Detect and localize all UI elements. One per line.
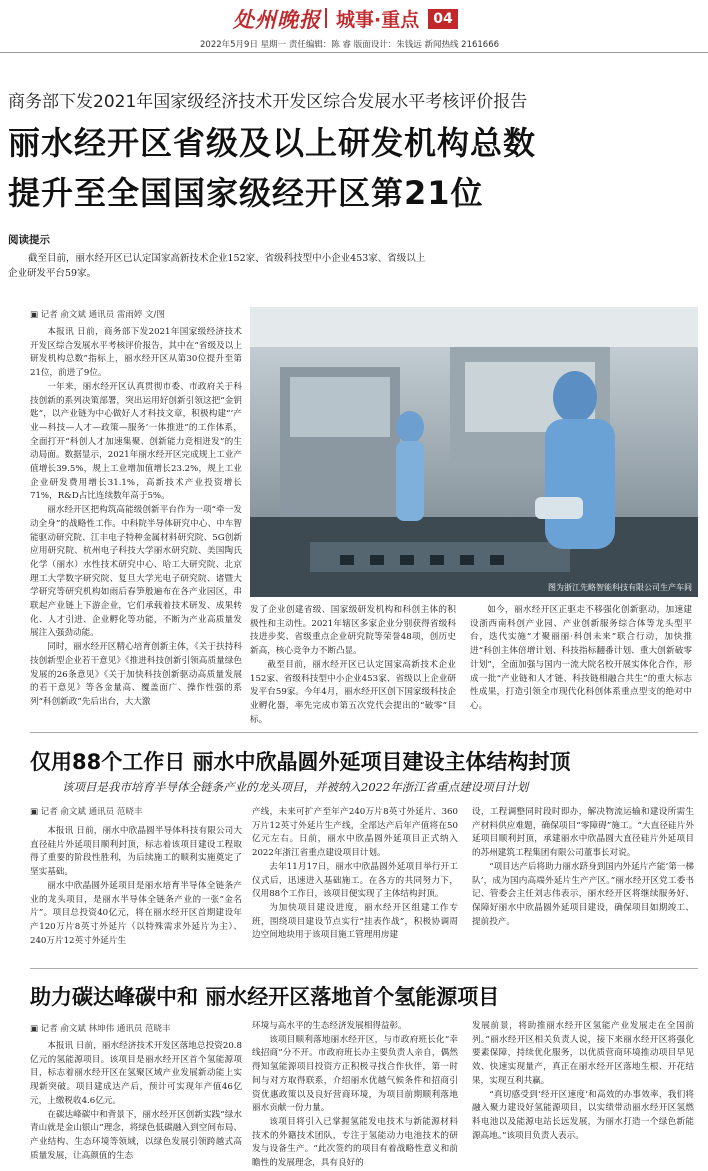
story3-headline: 助力碳达峰碳中和 丽水经开区落地首个氢能源项目 xyxy=(30,985,500,1009)
lead-byline-text: 记者 俞文斌 通讯员 雷雨婷 文/图 xyxy=(40,310,165,320)
story2-paragraph: “项目达产后将助力丽水跻身到国内外延片产能‘第一梯队’，成为国内高端外延片生产产区。”丽水经开区党工委书记、管委会主任刘志伟表示，丽水经开区将继续服务好、保障好丽水中欣晶圆外延项目建设，确保项目如期竣工、提前投产。 xyxy=(472,861,694,927)
masthead-divider xyxy=(325,8,327,28)
reading-tip-label: 阅读提示 xyxy=(8,234,50,246)
lead-headline-line2: 提升至全国国家级经开区第21位 xyxy=(8,174,484,212)
story2-paragraph: 本报讯 日前，丽水中欣晶圆半导体科技有限公司大直径硅片外延项目顺利封顶，标志着该项目建设工程取得了重要的阶段性胜利，为后续施工的顺利实施奠定了坚实基础。 xyxy=(30,826,242,878)
story2-paragraph: 为加快项目建设进度，丽水经开区组建工作专班，围绕项目建设节点实行“挂表作战”，积极协调周边空间地块用于该项目施工管理用房建 xyxy=(252,902,458,941)
page-number-badge: 04 xyxy=(428,9,458,29)
lead-column-1 xyxy=(30,326,242,728)
story2-paragraph: 去年11月17日，丽水中欣晶圆外延项目举行开工仪式后，迅速进入基础施工。在各方的共同努力下，仅用88个工作日，该项目便实现了主体结构封顶。 xyxy=(252,861,458,900)
story3-paragraph: 环境与高水平的生态经济发展相得益彰。 xyxy=(252,1021,407,1031)
lead-paragraph: 截至目前，丽水经开区已认定国家高新技术企业152家、省级科技型中小企业453家、省级以上企业研发平台59家。今年4月，丽水经开区创下国家级科技企业孵化器，率先完成市第五次党代会提出的“破零”目标。 xyxy=(250,659,456,725)
lead-paragraph: 如今，丽水经开区正驱走不移强化创新驱动，加速建设浙西南科创产业园、产业创新服务综合体等龙头型平台，迭代实施“才聚丽丽·科创未来”联合行动，加快推进“科创主体倍增计划、科技指标翻番计划、重大创新破零计划”，全面加强与国内一流大院名校开展实体化合作，形成一批“产业链和人才链、科技链相融合共生”的重大标志性成果，打造引领全市现代化科创体系重点型支的绝对中心。 xyxy=(470,605,692,711)
photo-caption: 图为浙江先略智能科技有限公司生产车间 xyxy=(548,583,692,592)
story2-paragraph: 丽水中欣晶圆外延项目是丽水培育半导体全链条产业的龙头项目，是丽水半导体全链条产业的一张“金名片”。项目总投资40亿元，将在丽水经开区首期建设年产120万片8英寸外延片（以特殊需求外延片为主）、240万片12英寸外延片生 xyxy=(30,880,242,946)
story3-column-2 xyxy=(252,1020,458,1169)
story2-paragraph: 产线，未来可扩产至年产240万片8英寸外延片、360万片12英寸外延片生产线，全部达产后年产值将在50亿元左右。日前，丽水中欣晶圆外延项目正式纳入2022年浙江省重点建设项目计划。 xyxy=(252,807,458,859)
masthead-rule xyxy=(0,52,708,53)
masthead xyxy=(0,0,708,34)
lead-paragraph: 本报讯 日前，商务部下发2021年国家级经济技术开发区综合发展水平考核评价报告，其中在“省级及以上研发机构总数”指标上，丽水经开区从第30位提升至第21位，前进了9位。 xyxy=(30,327,242,379)
story2-headline: 仅用88个工作日 丽水中欣晶圆外延项目建设主体结构封顶 xyxy=(30,750,571,774)
masthead-info-line: 2022年5月9日 星期一 责任编辑：陈 睿 版面设计：朱钱远 新闻热线 2161666 xyxy=(200,40,500,50)
lead-column-3 xyxy=(470,604,692,724)
story2-byline: ▣ 记者 俞文斌 通讯员 范晓丰 xyxy=(30,807,143,817)
story3-paragraph: “真切感受到‘经开区速度’和高效的办事效率，我们将融入聚力建设好氢能源项目，以实绩带动丽水经开区氢燃料电池以及能源电站长远发展，为丽水打造一个绿色新能源高地。”该项目负责人表示。 xyxy=(472,1089,694,1141)
lead-paragraph: 发了企业创建省级、国家级研发机构和科创主体的积极性和主动性。2021年辖区多家企业分别获得省级科技进步奖、省级重点企业研究院等荣誉48项，创历史新高，核心竞争力不断凸显。 xyxy=(250,605,456,657)
lead-paragraph: 丽水经开区把构筑高能级创新平台作为一项“牵一发动全身”的战略性工作。中科院半导体研究中心、中车智能驱动研究院、江丰电子特种金属材料研究院、5G创新应用研究院、杭州电子科技大学丽水研究院、美国陶氏化学（丽水）水性技术研究中心、哈工大研究院、北京理工大学数字研究院、复旦大学光电子研究院、诸暨大学研究等研究机构如雨后春笋般遍布在各产业园区，串联起产业链上下游企业，它们承载着技术研发、成果转化、人才引进、企业孵化等功能，不断为产业高质量发展注入强劲动能。 xyxy=(30,505,242,639)
story2-byline-text: 记者 俞文斌 通讯员 范晓丰 xyxy=(40,807,143,817)
reading-tip xyxy=(8,232,432,281)
story3-paragraph: 本报讯 日前，丽水经济技术开发区落地总投资20.8亿元的氢能源项目。该项目是丽水经开区首个氢能源项目，标志着丽水经开区在氢聚区域产业发展新动能上实现新突破。项目建成达产后，预计可实现年产值46亿元，上缴税收4.6亿元。 xyxy=(30,1041,242,1106)
story3-column-3 xyxy=(472,1020,694,1158)
story3-column-1 xyxy=(30,1040,242,1161)
story-divider xyxy=(30,732,698,733)
story3-byline-text: 记者 俞文斌 林坤伟 通讯员 范晓丰 xyxy=(40,1024,171,1034)
story-divider xyxy=(30,968,698,969)
lead-kicker: 商务部下发2021年国家级经济技术开发区综合发展水平考核评价报告 xyxy=(8,92,528,112)
lead-paragraph: 同时，丽水经开区精心培育创新主体，《关于扶持科技创新型企业若干意见》《推进科技创新引领高质量绿色发展的26条意见》《关于加快科技创新驱动高质量发展的若干意见》等各金量高、覆盖面广、操作性强的系列“科创新政”先后出台，大大激 xyxy=(30,642,242,707)
story3-byline: ▣ 记者 俞文斌 林坤伟 通讯员 范晓丰 xyxy=(30,1024,171,1034)
story2-column-2 xyxy=(252,806,458,960)
story3-paragraph: 在碳达峰碳中和背景下，丽水经开区创新实践“绿水青山就是金山银山”理念，将绿色低碳融入到空间布局、产业结构、生态环境等领域，以绿色发展引领跨越式高质量发展，让高颜值的生态 xyxy=(30,1109,242,1161)
story3-paragraph: 该项目将引入已掌握氢能发电技术与新能源材料技术的外籍技术团队，专注于氢能动力电池技术的研发与设备生产。“此次签约的项目有着战略性意义和前瞻性的发展理念，具有良好的 xyxy=(252,1116,458,1169)
story2-column-1 xyxy=(30,825,242,960)
lead-column-2 xyxy=(250,604,456,724)
story2-column-3 xyxy=(472,806,694,960)
story3-paragraph: 发展前景，将助推丽水经开区氢能产业发展走在全国前列。”丽水经开区相关负责人说，接下来丽水经开区将强化要素保障，持续优化服务，以优质营商环境推动项目早见效、快速实现量产，真正在丽水经开区落地生根、开花结果，实现互利共赢。 xyxy=(472,1021,694,1086)
section-title: 城事·重点 xyxy=(336,9,420,31)
factory-photo-image xyxy=(250,307,698,597)
factory-photo xyxy=(250,307,698,597)
lead-paragraph: 一年来，丽水经开区认真贯彻市委、市政府关于科技创新的系列决策部署，突出运用好创新引领这把“金钥匙”，以产业链为中心做好人才科技文章，积极构建“‘产业—科技—人才—政策—服务’一体推进”的工作体系，全面打开“科创人才加速集聚、创新能力竞相迸发”的生动局面。数据显示，2021年丽水经开区完成规上工业产值增长39.5%，规上工业增加值增长23.2%，规上工业企业研发费用增长31.1%，高新技术产业投资增长71%，R&D占比连续数年高于5%。 xyxy=(30,381,242,502)
lead-byline: ▣ 记者 俞文斌 通讯员 雷雨婷 文/图 xyxy=(30,310,165,320)
newspaper-logo: 处州晚报 xyxy=(233,7,321,32)
story3-paragraph: 该项目顺利落地丽水经开区，与市政府班长化“幸线招商”分不开。市政府班长办主要负责人亲自，偶然得知氢能源项目投资方正积极寻找合作伙伴，第一时间与对方取得联系，介绍丽水优越气候条件和招商引资优惠政策以及良好营商环境，为项目前期顺利落地丽水贡献一份力量。 xyxy=(252,1034,458,1114)
lead-headline-line1: 丽水经开区省级及以上研发机构总数 xyxy=(8,124,537,162)
story2-paragraph: 设，工程调整同时段时即办，解决物流运输和建设所需生产材料供应难题，确保项目“零障碍”施工。“大直径硅片外延项目顺利封顶，承建丽水中欣晶圆大直径硅片外延项目的苏州建筑工程集团有限公司董事长对说。 xyxy=(472,807,694,859)
story2-subheadline: 该项目是我市培育半导体全链条产业的龙头项目，并被纳入2022年浙江省重点建设项目计划 xyxy=(62,780,529,794)
reading-tip-text: 截至目前，丽水经开区已认定国家高新技术企业152家、省级科技型中小企业453家、省级以上企业研发平台59家。 xyxy=(8,253,426,279)
